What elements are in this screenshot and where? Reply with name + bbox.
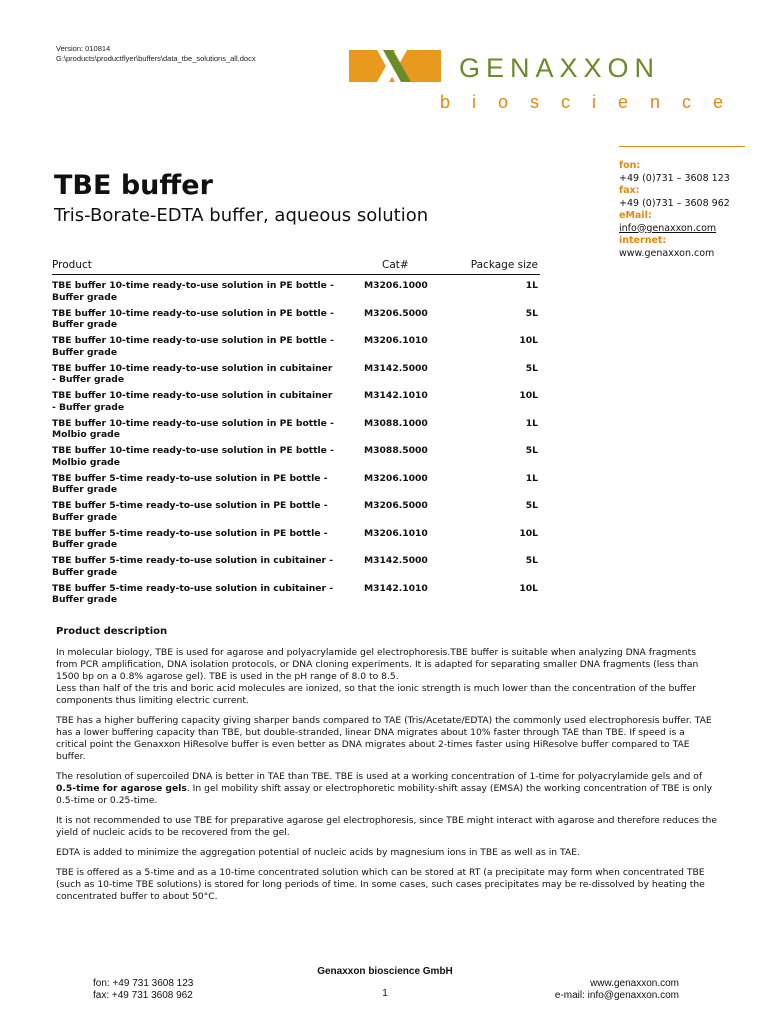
product-name: TBE buffer 5-time ready-to-use solution in cubitainer - Buffer grade <box>52 582 334 605</box>
header-product: Product <box>52 259 92 271</box>
description-paragraph: EDTA is added to minimize the aggregation potential of nucleic acids by magnesium ions in TBE as well as in TAE. <box>56 847 580 858</box>
description-paragraph: It is not recommended to use TBE for preparative agarose gel electrophoresis, since TBE might interact with agarose and therefore reduces the yield of nucleic acids to be recovered from the gel. <box>56 815 718 838</box>
catalog-number: M3088.5000 <box>364 445 428 456</box>
page-subtitle: Tris-Borate-EDTA buffer, aqueous solution <box>54 205 429 226</box>
header-package-size: Package size <box>470 259 538 271</box>
logo-wordmark: GENAXXON <box>459 53 661 83</box>
table-row <box>52 303 540 331</box>
table-row <box>52 440 540 468</box>
product-name: TBE buffer 10-time ready-to-use solution in PE bottle - Buffer grade <box>52 335 334 358</box>
table-row <box>52 413 540 441</box>
catalog-number: M3142.5000 <box>364 362 428 374</box>
page-footer <box>0 966 770 1006</box>
package-size: 1L <box>525 472 538 484</box>
package-size: 1L <box>525 417 538 429</box>
header-cat: Cat# <box>382 259 409 271</box>
product-name: TBE buffer 10-time ready-to-use solution in PE bottle - Molbio grade <box>52 417 334 440</box>
product-name: TBE buffer 5-time ready-to-use solution in cubitainer - Buffer grade <box>52 555 334 578</box>
product-name: TBE buffer 10-time ready-to-use solution in cubitainer - Buffer grade <box>52 362 333 385</box>
product-name: TBE buffer 5-time ready-to-use solution in PE bottle - Buffer grade <box>52 472 328 495</box>
table-row <box>52 523 540 551</box>
product-name: TBE buffer 10-time ready-to-use solution in PE bottle - Molbio grade <box>52 445 334 468</box>
contact-block: fon: +49 (0)731 – 3608 123 fax: +49 (0)731 – 3608 962 eMail: info@genaxxon.com internet: www.genaxxon.com <box>619 160 759 260</box>
logo-subtitle: bioscience <box>440 92 746 112</box>
product-name: TBE buffer 10-time ready-to-use solution in PE bottle - Buffer grade <box>52 280 334 303</box>
product-name: TBE buffer 5-time ready-to-use solution in PE bottle - Buffer grade <box>52 500 328 523</box>
product-table <box>52 259 540 605</box>
package-size: 10L <box>519 527 538 539</box>
footer-web-email: www.genaxxon.com e-mail: info@genaxxon.com <box>554 978 679 1001</box>
contact-email-link[interactable]: info@genaxxon.com <box>619 222 717 234</box>
package-size: 1L <box>525 280 538 291</box>
contact-phone: +49 (0)731 – 3608 123 <box>619 172 730 184</box>
contact-website[interactable]: www.genaxxon.com <box>619 247 715 259</box>
product-name: TBE buffer 5-time ready-to-use solution in PE bottle - Buffer grade <box>52 527 328 550</box>
footer-phone-fax: fon: +49 731 3608 123 fax: +49 731 3608 962 <box>93 978 194 1001</box>
table-row <box>52 330 540 358</box>
table-row <box>52 550 540 578</box>
catalog-number: M3206.1010 <box>364 335 428 346</box>
description-paragraph: The resolution of supercoiled DNA is better in TAE than TBE. TBE is used at a working concentration of 1-time for polyacrylamide gels and of 0.5-time for agarose gels. In gel mobility shift assay or electrophoretic mobility-shift assay (EMSA) the working concentration of TBE is only 0.5-time or 0.25-time. <box>56 771 713 806</box>
product-description <box>56 626 718 911</box>
package-size: 5L <box>525 445 538 456</box>
catalog-number: M3206.5000 <box>364 500 428 511</box>
table-row <box>52 468 540 496</box>
product-name: TBE buffer 10-time ready-to-use solution in PE bottle - Buffer grade <box>52 307 334 330</box>
product-name: TBE buffer 10-time ready-to-use solution in cubitainer - Buffer grade <box>52 390 333 413</box>
footer-company: Genaxxon bioscience GmbH <box>317 966 453 977</box>
description-heading: Product description <box>56 626 168 637</box>
table-row <box>52 495 540 523</box>
package-size: 5L <box>525 307 538 319</box>
contact-fax: +49 (0)731 – 3608 962 <box>619 197 730 209</box>
document-version: Version: 010814 G:\products\productflyer\buffers\data_tbe_solutions_all.docx <box>56 44 256 63</box>
package-size: 5L <box>525 500 538 511</box>
page-number: 1 <box>382 988 388 999</box>
package-size: 10L <box>519 582 538 594</box>
description-paragraph: TBE is offered as a 5-time and as a 10-time concentrated solution which can be stored at RT (a precipitate may form when concentrated TBE (such as 10-time TBE solutions) is stored for long periods of time. In some cases, such cases precipitates may be re-dissolved by heating the concentrated buffer to about 50°C. <box>56 867 705 902</box>
catalog-number: M3206.1010 <box>364 527 428 539</box>
description-paragraph: In molecular biology, TBE is used for agarose and polyacrylamide gel electrophoresis.TBE buffer is suitable when analyzing DNA fragments from PCR amplification, DNA isolation protocols, or DNA cloning experiments. It is adapted for separating smaller DNA fragments (less than 1500 bp on a 0.8% agarose gel). TBE is used in the pH range of 8.0 to 8.5. Less than half of the tris and boric acid molecules are ionized, so that the ionic strength is much lower than the concentration of the buffer components thus limiting electric current. <box>56 647 699 706</box>
catalog-number: M3088.1000 <box>364 417 428 429</box>
catalog-number: M3142.1010 <box>364 390 428 401</box>
contact-divider <box>619 146 745 147</box>
table-row <box>52 358 540 386</box>
catalog-number: M3142.1010 <box>364 582 428 594</box>
genaxxon-logo-icon <box>349 50 441 82</box>
catalog-number: M3206.1000 <box>364 280 428 291</box>
description-paragraph: TBE has a higher buffering capacity giving sharper bands compared to TAE (Tris/Acetate/EDTA) the commonly used electrophoresis buffer. TAE has a lower buffering capacity than TBE, but double-stranded, linear DNA migrates about 10% faster through TAE than TBE. If speed is a critical point the Genaxxon HiResolve buffer is even better as DNA migrates about 2-times faster using HiResolve buffer compared to TAE buffer. <box>56 715 712 762</box>
table-row <box>52 275 540 303</box>
package-size: 10L <box>519 335 538 346</box>
package-size: 5L <box>525 362 538 374</box>
package-size: 5L <box>525 555 538 566</box>
catalog-number: M3142.5000 <box>364 555 428 566</box>
catalog-number: M3206.5000 <box>364 307 428 319</box>
page-title: TBE buffer <box>54 170 213 201</box>
package-size: 10L <box>519 390 538 401</box>
table-row <box>52 578 540 606</box>
table-row <box>52 385 540 413</box>
catalog-number: M3206.1000 <box>364 472 428 484</box>
table-header <box>52 259 540 275</box>
